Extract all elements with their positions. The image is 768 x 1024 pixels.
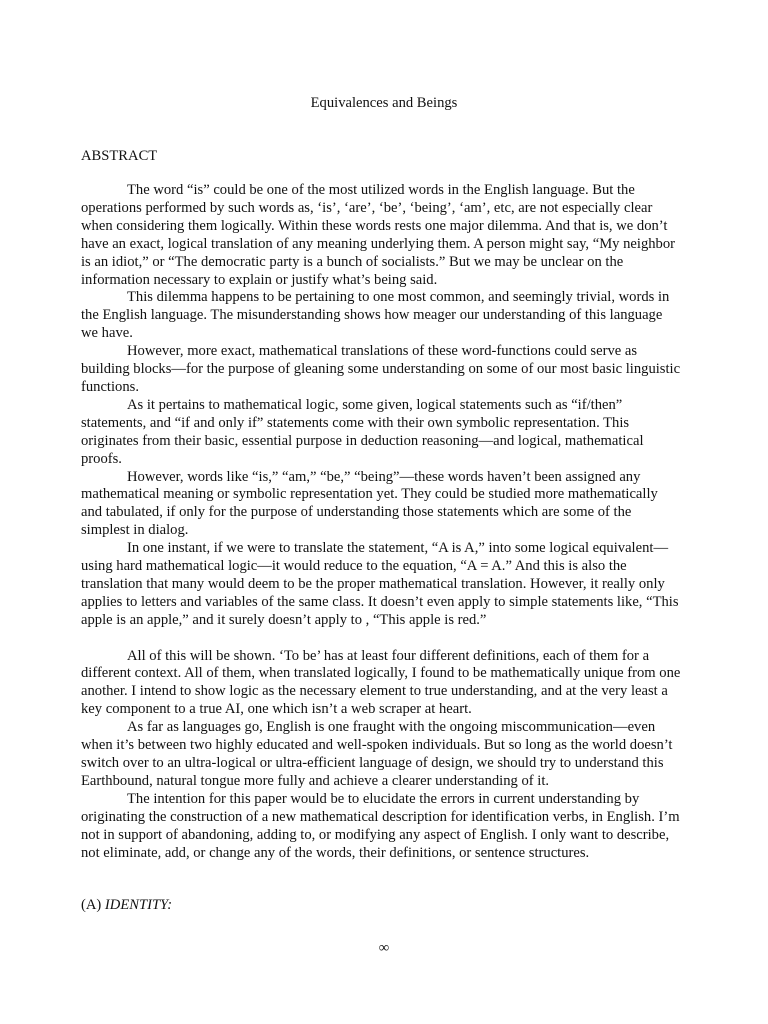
paragraph: However, more exact, mathematical translations of these word-functions could serve as building blocks—for the purpose of gleaning some understanding on some of our most basic linguistic functions. <box>81 343 681 395</box>
paragraph: As it pertains to mathematical logic, some given, logical statements such as “if/then” statements, and “if and only if” statements come with their own symbolic representation. This originates from their basic, essential purpose in deduction reasoning—and logical, mathematical proofs. <box>81 396 644 467</box>
paragraph: The intention for this paper would be to elucidate the errors in current understanding by originating the construction of a new mathematical description for identification verbs, in English. I’m not in support of abandoning, adding to, or modifying any aspect of English. I only want to describe, not eliminate, add, or change any of the words, their definitions, or sentence structures. <box>81 790 680 861</box>
paragraph: This dilemma happens to be pertaining to one most common, and seemingly trivial, words in the English language. The misunderstanding shows how meager our understanding of this language we have. <box>81 289 670 342</box>
paragraph: All of this will be shown. ‘To be’ has at least four different definitions, each of them for a different context. All of them, when translated logically, I found to be mathematically unique from one another. I intend to show logic as the necessary element to true understanding, and at the very least a key component to a true AI, one which isn’t a web scraper at heart. <box>81 647 681 718</box>
paragraph: However, words like “is,” “am,” “be,” “being”—these words haven’t been assigned any mathematical meaning or symbolic representation yet. They could be studied more mathematically and tabulated, if only for the purpose of understanding those statements which are some of the simplest in dialog. <box>81 468 658 539</box>
document-title: Equivalences and Beings <box>310 95 458 111</box>
section-label: (A) <box>81 897 102 913</box>
paragraph: As far as languages go, English is one fraught with the ongoing miscommunication—even when it’s between two highly educated and well-spoken individuals. But so long as the world doesn’t switch over to an ultra-logical or ultra-efficient language of design, we should try to understand this Earthbound, natural tongue more fully and achieve a clearer understanding of it. <box>81 719 673 789</box>
abstract-body <box>81 182 681 862</box>
infinity-symbol: ∞ <box>378 940 390 956</box>
section-title: IDENTITY: <box>104 897 173 913</box>
abstract-heading: ABSTRACT <box>81 148 158 164</box>
paragraph: In one instant, if we were to translate the statement, “A is A,” into some logical equivalent—using hard mathematical logic—it would reduce to the equation, “A = A.” And this is also the translation that many would deem to be the proper mathematical translation. However, it really only applies to letters and variables of the same class. It doesn’t even apply to simple statements like, “This apple is an apple,” and it surely doesn’t apply to , “This apple is red.” <box>81 540 679 628</box>
section-heading <box>81 896 172 914</box>
paragraph: The word “is” could be one of the most utilized words in the English language. But the operations performed by such words as, ‘is’, ‘are’, ‘be’, ‘being’, ‘am’, etc, are not especially clear when considering them logically. Within these words rests one major dilemma. And that is, we don’t have an exact, logical translation of any meaning underlying them. A person might say, “My neighbor is an idiot,” or “The democratic party is a bunch of socialists.” But we may be unclear on the information necessary to explain or justify what’s being said. <box>81 182 676 288</box>
